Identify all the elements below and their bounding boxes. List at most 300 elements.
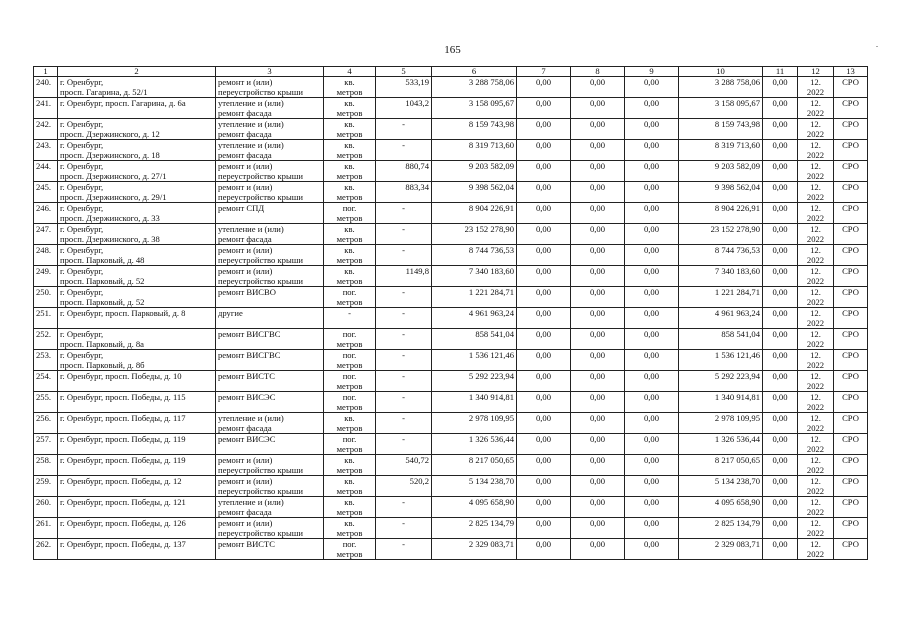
quantity-cell: -: [376, 287, 432, 308]
cost-col7-cell: 0,00: [517, 413, 571, 434]
fund-cost-cell: 858 541,04: [679, 329, 763, 350]
cost-col9-cell: 0,00: [625, 371, 679, 392]
row-number: 252.: [34, 329, 58, 350]
period-cell: [798, 392, 834, 413]
cell-line: кв.: [344, 413, 355, 423]
cell-line: переустройство крыши: [218, 528, 303, 538]
period-cell: [798, 329, 834, 350]
unit-cell: [324, 392, 376, 413]
unit-cell: [324, 413, 376, 434]
cell-line: 12.: [810, 182, 821, 192]
cell-line: ремонт ВИСЭС: [218, 434, 276, 444]
quantity-cell: -: [376, 329, 432, 350]
work-type-cell: [216, 245, 324, 266]
table-row: [34, 497, 868, 518]
cell-line: метров: [336, 276, 363, 286]
cell-line: 12.: [810, 308, 821, 318]
cell-line: просп. Дзержинского, д. 27/1: [60, 171, 167, 181]
period-cell: [798, 224, 834, 245]
work-type-cell: [216, 539, 324, 560]
cell-line: просп. Дзержинского, д. 18: [60, 150, 160, 160]
table-row: [34, 476, 868, 497]
unit-cell: [324, 350, 376, 371]
cell-line: метров: [336, 213, 363, 223]
cell-line: метров: [336, 192, 363, 202]
cell-line: 12.: [810, 203, 821, 213]
quantity-cell: 883,34: [376, 182, 432, 203]
cell-line: пог.: [342, 539, 357, 549]
cost-col8-cell: 0,00: [571, 140, 625, 161]
cell-line: 12.: [810, 539, 821, 549]
quantity-cell: -: [376, 203, 432, 224]
cell-line: 12.: [810, 371, 821, 381]
address-cell: [58, 329, 216, 350]
fund-cost-cell: 3 288 758,06: [679, 77, 763, 98]
cell-line: г. Оренбург,: [60, 266, 104, 276]
work-type-cell: [216, 308, 324, 329]
method-cell: СРО: [834, 518, 868, 539]
work-type-cell: [216, 476, 324, 497]
cell-line: 2022: [806, 339, 825, 349]
row-number: 251.: [34, 308, 58, 329]
cell-line: просп. Гагарина, д. 52/1: [60, 87, 148, 97]
cell-line: 12.: [810, 329, 821, 339]
cost-col8-cell: 0,00: [571, 518, 625, 539]
cost-col8-cell: 0,00: [571, 98, 625, 119]
cell-line: пог.: [342, 350, 357, 360]
cell-line: переустройство крыши: [218, 87, 303, 97]
cell-line: 2022: [806, 318, 825, 328]
total-cost-cell: 8 159 743,98: [432, 119, 517, 140]
cost-col9-cell: 0,00: [625, 245, 679, 266]
cost-col7-cell: 0,00: [517, 140, 571, 161]
row-number: 256.: [34, 413, 58, 434]
cell-line: 2022: [806, 150, 825, 160]
unit-cell: [324, 98, 376, 119]
work-type-cell: [216, 140, 324, 161]
cell-line: г. Оренбург,: [60, 329, 104, 339]
period-cell: [798, 476, 834, 497]
work-type-cell: [216, 392, 324, 413]
cell-line: утепление и (или): [218, 119, 284, 129]
cell-line: ремонт и (или): [218, 161, 273, 171]
address-cell: [58, 497, 216, 518]
cost-col7-cell: 0,00: [517, 539, 571, 560]
cell-line: просп. Парковый, д. 52: [60, 297, 145, 307]
address-cell: [58, 392, 216, 413]
fund-cost-cell: 5 134 238,70: [679, 476, 763, 497]
cell-line: 2022: [806, 297, 825, 307]
cell-line: 2022: [806, 255, 825, 265]
quantity-cell: -: [376, 434, 432, 455]
cost-col9-cell: 0,00: [625, 119, 679, 140]
cost-col9-cell: 0,00: [625, 329, 679, 350]
work-type-cell: [216, 287, 324, 308]
fund-cost-cell: 1 326 536,44: [679, 434, 763, 455]
total-cost-cell: 1 536 121,46: [432, 350, 517, 371]
cost-col9-cell: 0,00: [625, 98, 679, 119]
cost-col7-cell: 0,00: [517, 203, 571, 224]
cost-col7-cell: 0,00: [517, 518, 571, 539]
cell-line: г. Оренбург, просп. Победы, д. 137: [60, 539, 186, 549]
address-cell: [58, 77, 216, 98]
cell-line: переустройство крыши: [218, 171, 303, 181]
table-row: [34, 329, 868, 350]
column-header-5: 5: [376, 67, 432, 77]
cell-line: 12.: [810, 413, 821, 423]
cell-line: утепление и (или): [218, 413, 284, 423]
quantity-cell: 533,19: [376, 77, 432, 98]
row-number: 257.: [34, 434, 58, 455]
row-number: 248.: [34, 245, 58, 266]
fund-cost-cell: 4 095 658,90: [679, 497, 763, 518]
quantity-cell: -: [376, 224, 432, 245]
period-cell: [798, 182, 834, 203]
row-number: 254.: [34, 371, 58, 392]
table-row: [34, 308, 868, 329]
cost-col9-cell: 0,00: [625, 266, 679, 287]
cell-line: 12.: [810, 140, 821, 150]
fund-cost-cell: 1 221 284,71: [679, 287, 763, 308]
period-cell: [798, 245, 834, 266]
cost-col8-cell: 0,00: [571, 119, 625, 140]
cell-line: 2022: [806, 486, 825, 496]
cell-line: 12.: [810, 350, 821, 360]
cost-col8-cell: 0,00: [571, 266, 625, 287]
cost-col8-cell: 0,00: [571, 455, 625, 476]
cost-col11-cell: 0,00: [763, 434, 798, 455]
period-cell: [798, 371, 834, 392]
total-cost-cell: 2 978 109,95: [432, 413, 517, 434]
cost-col9-cell: 0,00: [625, 539, 679, 560]
fund-cost-cell: 9 398 562,04: [679, 182, 763, 203]
address-cell: [58, 518, 216, 539]
cost-col9-cell: 0,00: [625, 455, 679, 476]
fund-cost-cell: 8 904 226,91: [679, 203, 763, 224]
address-cell: [58, 350, 216, 371]
cell-line: г. Оренбург, просп. Победы, д. 10: [60, 371, 182, 381]
cell-line: г. Оренбург, просп. Гагарина, д. 6а: [60, 98, 186, 108]
cell-line: 12.: [810, 98, 821, 108]
work-type-cell: [216, 497, 324, 518]
method-cell: СРО: [834, 497, 868, 518]
cell-line: г. Оренбург,: [60, 119, 104, 129]
period-cell: [798, 98, 834, 119]
cost-col8-cell: 0,00: [571, 329, 625, 350]
cell-line: 2022: [806, 213, 825, 223]
cell-line: 2022: [806, 549, 825, 559]
table-row: [34, 392, 868, 413]
cell-line: кв.: [344, 224, 355, 234]
column-header-4: 4: [324, 67, 376, 77]
cell-line: метров: [336, 402, 363, 412]
address-cell: [58, 119, 216, 140]
cell-line: метров: [336, 150, 363, 160]
unit-cell: [324, 455, 376, 476]
cost-col11-cell: 0,00: [763, 518, 798, 539]
unit-cell: [324, 224, 376, 245]
quantity-cell: -: [376, 245, 432, 266]
quantity-cell: -: [376, 308, 432, 329]
quantity-cell: 520,2: [376, 476, 432, 497]
cell-line: 12.: [810, 518, 821, 528]
cell-line: 2022: [806, 444, 825, 454]
cell-line: ремонт и (или): [218, 182, 273, 192]
cost-col11-cell: 0,00: [763, 392, 798, 413]
cell-line: кв.: [344, 161, 355, 171]
cost-col8-cell: 0,00: [571, 203, 625, 224]
cell-line: пог.: [342, 329, 357, 339]
table-row: [34, 266, 868, 287]
method-cell: СРО: [834, 140, 868, 161]
cell-line: 12.: [810, 266, 821, 276]
row-number: 244.: [34, 161, 58, 182]
cell-line: 12.: [810, 476, 821, 486]
cost-col11-cell: 0,00: [763, 140, 798, 161]
row-number: 249.: [34, 266, 58, 287]
cost-col7-cell: 0,00: [517, 98, 571, 119]
cell-line: просп. Парковый, д. 8а: [60, 339, 144, 349]
cell-line: г. Оренбург, просп. Победы, д. 119: [60, 434, 186, 444]
quantity-cell: -: [376, 350, 432, 371]
cell-line: 2022: [806, 234, 825, 244]
column-header-11: 11: [763, 67, 798, 77]
cost-col9-cell: 0,00: [625, 161, 679, 182]
column-header-9: 9: [625, 67, 679, 77]
unit-cell: [324, 119, 376, 140]
cell-line: 2022: [806, 423, 825, 433]
period-cell: [798, 119, 834, 140]
cost-col9-cell: 0,00: [625, 350, 679, 371]
cell-line: ремонт фасада: [218, 507, 272, 517]
cell-line: 12.: [810, 161, 821, 171]
address-cell: [58, 476, 216, 497]
fund-cost-cell: 8 319 713,60: [679, 140, 763, 161]
method-cell: СРО: [834, 329, 868, 350]
cost-col9-cell: 0,00: [625, 182, 679, 203]
total-cost-cell: 4 095 658,90: [432, 497, 517, 518]
column-header-13: 13: [834, 67, 868, 77]
unit-cell: [324, 329, 376, 350]
column-header-3: 3: [216, 67, 324, 77]
total-cost-cell: 858 541,04: [432, 329, 517, 350]
cost-col9-cell: 0,00: [625, 224, 679, 245]
cell-line: метров: [336, 444, 363, 454]
cell-line: г. Оренбург,: [60, 140, 104, 150]
cell-line: ремонт фасада: [218, 150, 272, 160]
cell-line: метров: [336, 549, 363, 559]
cell-line: метров: [336, 87, 363, 97]
cell-line: метров: [336, 507, 363, 517]
cost-col7-cell: 0,00: [517, 476, 571, 497]
cell-line: г. Оренбург, просп. Победы, д. 12: [60, 476, 182, 486]
cost-col11-cell: 0,00: [763, 203, 798, 224]
cell-line: кв.: [344, 518, 355, 528]
row-number: 255.: [34, 392, 58, 413]
quantity-cell: -: [376, 497, 432, 518]
method-cell: СРО: [834, 434, 868, 455]
work-type-cell: [216, 98, 324, 119]
cell-line: г. Оренбург,: [60, 77, 104, 87]
total-cost-cell: 4 961 963,24: [432, 308, 517, 329]
cell-line: 12.: [810, 497, 821, 507]
row-number: 246.: [34, 203, 58, 224]
unit-cell: [324, 497, 376, 518]
total-cost-cell: 1 326 536,44: [432, 434, 517, 455]
row-number: 241.: [34, 98, 58, 119]
table-row: [34, 455, 868, 476]
table-row: [34, 434, 868, 455]
method-cell: СРО: [834, 392, 868, 413]
method-cell: СРО: [834, 266, 868, 287]
cell-line: 2022: [806, 465, 825, 475]
address-cell: [58, 245, 216, 266]
fund-cost-cell: 2 825 134,79: [679, 518, 763, 539]
cell-line: ремонт и (или): [218, 518, 273, 528]
quantity-cell: -: [376, 119, 432, 140]
total-cost-cell: 5 292 223,94: [432, 371, 517, 392]
unit-cell: [324, 371, 376, 392]
column-header-7: 7: [517, 67, 571, 77]
unit-cell: [324, 518, 376, 539]
quantity-cell: 1149,8: [376, 266, 432, 287]
column-header-12: 12: [798, 67, 834, 77]
cost-col8-cell: 0,00: [571, 77, 625, 98]
cost-col11-cell: 0,00: [763, 182, 798, 203]
method-cell: СРО: [834, 350, 868, 371]
total-cost-cell: 8 744 736,53: [432, 245, 517, 266]
cell-line: 12.: [810, 77, 821, 87]
total-cost-cell: 3 158 095,67: [432, 98, 517, 119]
cost-col9-cell: 0,00: [625, 203, 679, 224]
column-header-2: 2: [58, 67, 216, 77]
cell-line: 12.: [810, 434, 821, 444]
table-row: [34, 518, 868, 539]
work-type-cell: [216, 224, 324, 245]
cell-line: ремонт и (или): [218, 245, 273, 255]
method-cell: СРО: [834, 119, 868, 140]
period-cell: [798, 287, 834, 308]
cell-line: просп. Парковый, д. 48: [60, 255, 145, 265]
cell-line: 2022: [806, 192, 825, 202]
fund-cost-cell: 4 961 963,24: [679, 308, 763, 329]
column-header-6: 6: [432, 67, 517, 77]
cell-line: ремонт фасада: [218, 129, 272, 139]
column-number-header: [34, 67, 868, 77]
unit-cell: [324, 203, 376, 224]
cost-col7-cell: 0,00: [517, 350, 571, 371]
cell-line: 2022: [806, 402, 825, 412]
table-row: [34, 245, 868, 266]
work-type-cell: [216, 266, 324, 287]
cost-col8-cell: 0,00: [571, 434, 625, 455]
cell-line: ремонт фасада: [218, 108, 272, 118]
cell-line: пог.: [342, 434, 357, 444]
unit-cell: [324, 434, 376, 455]
cell-line: кв.: [344, 266, 355, 276]
cell-line: 2022: [806, 171, 825, 181]
quantity-cell: -: [376, 518, 432, 539]
cell-line: кв.: [344, 476, 355, 486]
cell-line: 2022: [806, 381, 825, 391]
fund-cost-cell: 3 158 095,67: [679, 98, 763, 119]
cell-line: утепление и (или): [218, 98, 284, 108]
method-cell: СРО: [834, 287, 868, 308]
cell-line: кв.: [344, 140, 355, 150]
table-row: [34, 119, 868, 140]
row-number: 261.: [34, 518, 58, 539]
row-number: 253.: [34, 350, 58, 371]
cost-col8-cell: 0,00: [571, 224, 625, 245]
cell-line: переустройство крыши: [218, 276, 303, 286]
cost-col9-cell: 0,00: [625, 308, 679, 329]
cell-line: ремонт фасада: [218, 234, 272, 244]
row-number: 262.: [34, 539, 58, 560]
cost-col11-cell: 0,00: [763, 539, 798, 560]
table-row: [34, 350, 868, 371]
cost-col9-cell: 0,00: [625, 413, 679, 434]
cell-line: кв.: [344, 497, 355, 507]
column-header-1: 1: [34, 67, 58, 77]
cell-line: метров: [336, 171, 363, 181]
page-number: 165: [444, 44, 461, 56]
total-cost-cell: 8 217 050,65: [432, 455, 517, 476]
cell-line: г. Оренбург, просп. Победы, д. 121: [60, 497, 186, 507]
cell-line: 2022: [806, 507, 825, 517]
cell-line: г. Оренбург,: [60, 161, 104, 171]
cost-col7-cell: 0,00: [517, 308, 571, 329]
cell-line: 2022: [806, 276, 825, 286]
total-cost-cell: 3 288 758,06: [432, 77, 517, 98]
cost-col7-cell: 0,00: [517, 455, 571, 476]
cell-line: 2022: [806, 528, 825, 538]
total-cost-cell: 2 825 134,79: [432, 518, 517, 539]
fund-cost-cell: 2 978 109,95: [679, 413, 763, 434]
unit-cell: [324, 539, 376, 560]
cell-line: утепление и (или): [218, 224, 284, 234]
cost-col9-cell: 0,00: [625, 497, 679, 518]
total-cost-cell: 1 340 914,81: [432, 392, 517, 413]
cost-col11-cell: 0,00: [763, 287, 798, 308]
cost-col11-cell: 0,00: [763, 224, 798, 245]
work-type-cell: [216, 182, 324, 203]
cell-line: кв.: [344, 77, 355, 87]
cell-line: пог.: [342, 287, 357, 297]
method-cell: СРО: [834, 308, 868, 329]
cell-line: метров: [336, 108, 363, 118]
total-cost-cell: 8 319 713,60: [432, 140, 517, 161]
row-number: 259.: [34, 476, 58, 497]
address-cell: [58, 266, 216, 287]
repair-schedule-table: [33, 66, 868, 560]
cost-col9-cell: 0,00: [625, 518, 679, 539]
cost-col8-cell: 0,00: [571, 308, 625, 329]
row-number: 247.: [34, 224, 58, 245]
work-type-cell: [216, 119, 324, 140]
method-cell: СРО: [834, 413, 868, 434]
cost-col9-cell: 0,00: [625, 77, 679, 98]
cell-line: переустройство крыши: [218, 465, 303, 475]
period-cell: [798, 161, 834, 182]
quantity-cell: 540,72: [376, 455, 432, 476]
table-row: [34, 161, 868, 182]
unit-cell: [324, 287, 376, 308]
address-cell: [58, 98, 216, 119]
unit-cell: [324, 182, 376, 203]
fund-cost-cell: 7 340 183,60: [679, 266, 763, 287]
cell-line: метров: [336, 339, 363, 349]
cell-line: метров: [336, 129, 363, 139]
